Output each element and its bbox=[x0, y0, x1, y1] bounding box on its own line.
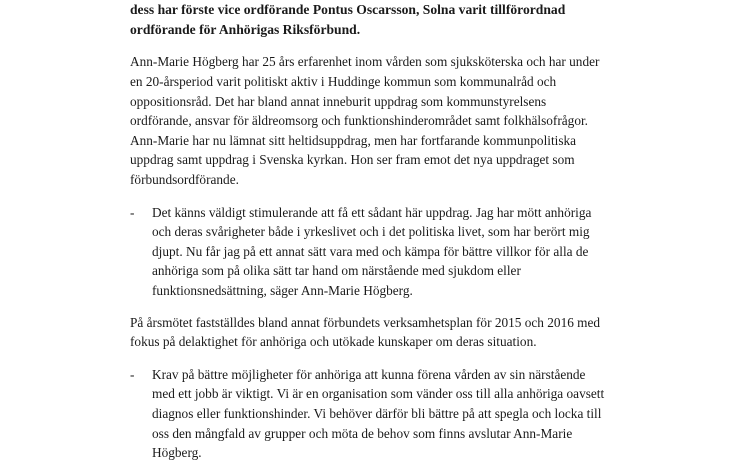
bullet-quote-krav bbox=[130, 365, 614, 463]
bullet-line: anhöriga som på olika sätt tar hand om närstående med sjukdom eller bbox=[152, 263, 521, 279]
bullet-text bbox=[152, 203, 614, 301]
paragraph-line: På årsmötet fastställdes bland annat förbundets verksamhetsplan för 2015 och 2016 med bbox=[130, 314, 601, 330]
bullet-line: Krav på bättre möjligheter för anhöriga att kunna förena vården av sin närstående bbox=[152, 366, 586, 382]
bullet-quote-stimulerande bbox=[130, 203, 614, 301]
bullet-line: Högberg. bbox=[152, 445, 202, 461]
bullet-marker: - bbox=[130, 366, 135, 382]
paragraph-line: ordförande, ansvar för äldreomsorg och funktionshinderområdet samt folkhälsofrågor. bbox=[130, 113, 588, 129]
bullet-line: funktionsnedsättning, säger Ann-Marie Högberg. bbox=[152, 282, 413, 298]
paragraph-ann-marie-background bbox=[130, 52, 614, 189]
bullet-line: diagnos eller funktionshinder. Vi behöver därför bli bättre på att spegla och locka till bbox=[152, 405, 602, 421]
paragraph-line: oppositionsråd. Det har bland annat inneburit uppdrag som kommunstyrelsens bbox=[130, 93, 547, 109]
bullet-line: och deras svårigheter både i yrkeslivet och i det politiska livet, som har berört mig bbox=[152, 224, 590, 240]
paragraph-line: uppdrag samt uppdrag i Svenska kyrkan. Hon ser fram emot det nya uppdraget som bbox=[130, 152, 575, 168]
lead-paragraph bbox=[130, 0, 614, 40]
paragraph-line: Ann-Marie har nu lämnat sitt heltidsuppdrag, men har fortfarande kommunpolitiska bbox=[130, 132, 577, 148]
paragraph-verksamhetsplan bbox=[130, 313, 614, 352]
paragraph-line: Ann-Marie Högberg har 25 års erfarenhet inom vården som sjuksköterska och har under bbox=[130, 54, 600, 70]
bullet-line: Det känns väldigt stimulerande att få ett sådant här uppdrag. Jag har mött anhöriga bbox=[152, 204, 592, 220]
lead-line: ordförande för Anhörigas Riksförbund. bbox=[130, 22, 361, 38]
bullet-marker: - bbox=[130, 204, 135, 220]
lead-line: dess har förste vice ordförande Pontus Oscarsson, Solna varit tillförordnad bbox=[130, 2, 566, 17]
paragraph-line: fokus på delaktighet för anhöriga och utökade kunskaper om deras situation. bbox=[130, 334, 537, 350]
paragraph-line: förbundsordförande. bbox=[130, 171, 239, 187]
paragraph-line: en 20-årsperiod varit politiskt aktiv i Huddinge kommun som kommunalråd och bbox=[130, 74, 557, 89]
bullet-line: oss den mångfald av grupper och möta de behov som finns avslutar Ann-Marie bbox=[152, 425, 573, 441]
bullet-text bbox=[152, 365, 614, 463]
bullet-line: med ett jobb är viktigt. Vi är en organisation som vänder oss till alla anhöriga oavsett bbox=[152, 386, 605, 402]
bullet-line: djupt. Nu får jag på ett annat sätt vara med och kämpa för bättre villkor för alla de bbox=[152, 243, 589, 259]
